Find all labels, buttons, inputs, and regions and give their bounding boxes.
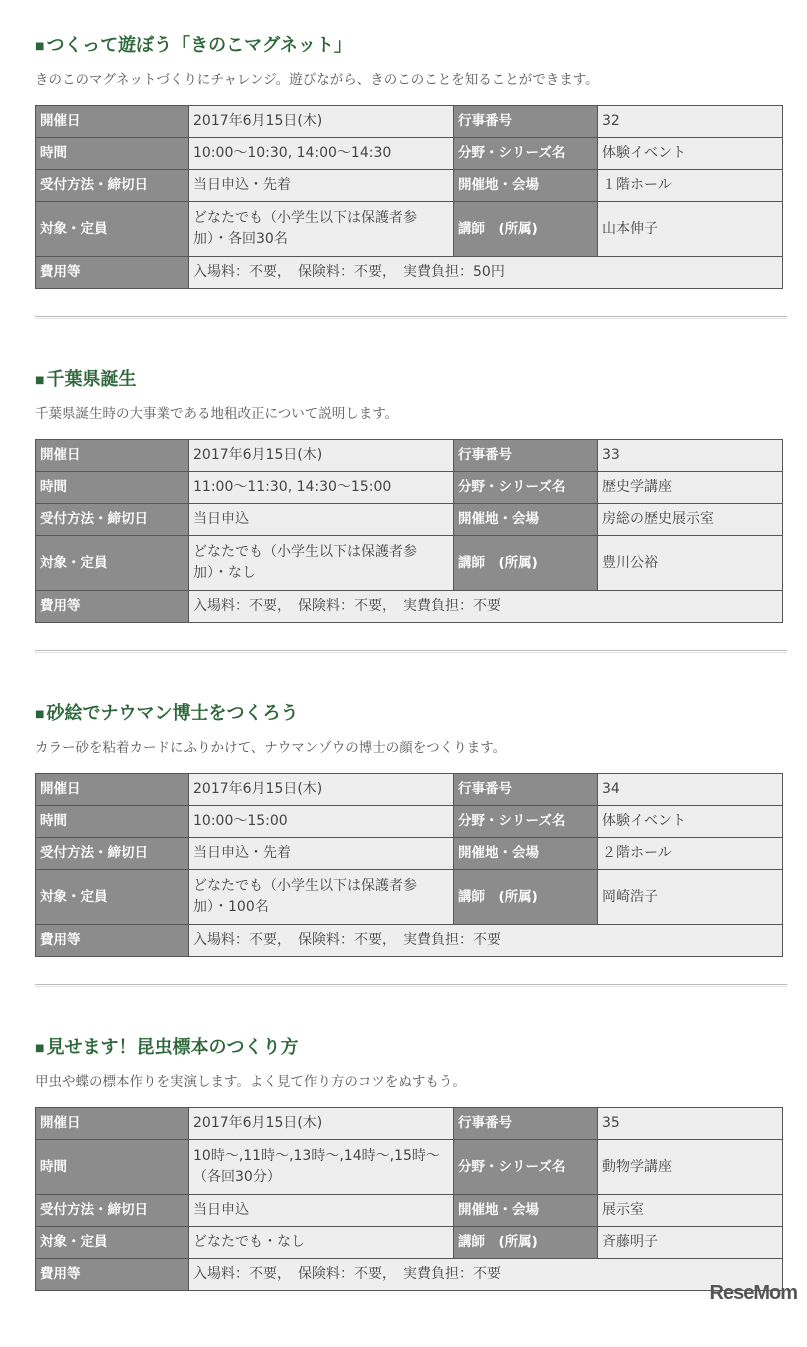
event-info-table <box>35 105 783 289</box>
event-description: カラー砂を粘着カードにふりかけて、ナウマンゾウの博士の顔をつくります。 <box>35 740 507 756</box>
event-title <box>35 31 352 57</box>
event-section <box>0 11 807 345</box>
event-title-text: 砂絵でナウマン博士をつくろう <box>46 703 299 724</box>
label-number: 行事番号 <box>454 440 598 472</box>
event-description: 千葉県誕生時の大事業である地租改正について説明します。 <box>35 406 399 422</box>
event-title-text: つくって遊ぼう「きのこマグネット」 <box>46 35 352 56</box>
value-lecturer: 岡崎浩子 <box>598 870 783 925</box>
value-number: 35 <box>598 1108 783 1140</box>
table-row <box>36 774 783 806</box>
label-time: 時間 <box>36 1140 189 1195</box>
value-lecturer: 豊川公裕 <box>598 536 783 591</box>
square-bullet-icon: ■ <box>35 1042 45 1054</box>
label-lecturer: 講師 (所属) <box>454 536 598 591</box>
square-bullet-icon: ■ <box>35 374 45 386</box>
label-number: 行事番号 <box>454 106 598 138</box>
table-row <box>36 440 783 472</box>
table-row <box>36 806 783 838</box>
section-divider <box>35 316 787 319</box>
label-target: 対象・定員 <box>36 870 189 925</box>
square-bullet-icon: ■ <box>35 40 45 52</box>
value-number: 32 <box>598 106 783 138</box>
label-date: 開催日 <box>36 106 189 138</box>
table-row <box>36 1195 783 1227</box>
label-date: 開催日 <box>36 1108 189 1140</box>
table-row <box>36 504 783 536</box>
label-lecturer: 講師 (所属) <box>454 870 598 925</box>
label-series: 分野・シリーズ名 <box>454 138 598 170</box>
label-lecturer: 講師 (所属) <box>454 1227 598 1259</box>
value-series: 体験イベント <box>598 806 783 838</box>
table-row <box>36 870 783 925</box>
label-time: 時間 <box>36 806 189 838</box>
table-row <box>36 1259 783 1291</box>
value-venue: 房総の歴史展示室 <box>598 504 783 536</box>
table-row <box>36 170 783 202</box>
label-series: 分野・シリーズ名 <box>454 806 598 838</box>
value-date: 2017年6月15日(木) <box>189 774 454 806</box>
label-cost: 費用等 <box>36 1259 189 1291</box>
value-series: 動物学講座 <box>598 1140 783 1195</box>
event-info-table <box>35 439 783 623</box>
label-number: 行事番号 <box>454 774 598 806</box>
label-cost: 費用等 <box>36 925 189 957</box>
label-venue: 開催地・会場 <box>454 504 598 536</box>
label-series: 分野・シリーズ名 <box>454 472 598 504</box>
value-cost: 入場料：不要， 保険料：不要， 実費負担：不要 <box>189 1259 783 1291</box>
table-row <box>36 925 783 957</box>
label-venue: 開催地・会場 <box>454 1195 598 1227</box>
value-date: 2017年6月15日(木) <box>189 440 454 472</box>
label-venue: 開催地・会場 <box>454 170 598 202</box>
value-reception: 当日申込・先着 <box>189 838 454 870</box>
table-row <box>36 838 783 870</box>
table-row <box>36 1227 783 1259</box>
value-time: 10:00～10:30, 14:00～14:30 <box>189 138 454 170</box>
value-reception: 当日申込 <box>189 1195 454 1227</box>
value-cost: 入場料：不要， 保険料：不要， 実費負担：不要 <box>189 925 783 957</box>
label-reception: 受付方法・締切日 <box>36 838 189 870</box>
table-row <box>36 536 783 591</box>
event-title-text: 見せます！昆虫標本のつくり方 <box>46 1037 299 1058</box>
label-date: 開催日 <box>36 440 189 472</box>
value-venue: ２階ホール <box>598 838 783 870</box>
value-reception: 当日申込・先着 <box>189 170 454 202</box>
value-target: どなたでも（小学生以下は保護者参加）・なし <box>189 536 454 591</box>
square-bullet-icon: ■ <box>35 708 45 720</box>
label-lecturer: 講師 (所属) <box>454 202 598 257</box>
value-time: 11:00～11:30, 14:30～15:00 <box>189 472 454 504</box>
table-row <box>36 1108 783 1140</box>
value-lecturer: 山本伸子 <box>598 202 783 257</box>
value-venue: １階ホール <box>598 170 783 202</box>
label-date: 開催日 <box>36 774 189 806</box>
label-time: 時間 <box>36 138 189 170</box>
event-info-table <box>35 773 783 957</box>
table-row <box>36 257 783 289</box>
value-lecturer: 斉藤明子 <box>598 1227 783 1259</box>
event-title-text: 千葉県誕生 <box>46 369 137 390</box>
table-row <box>36 138 783 170</box>
table-row <box>36 202 783 257</box>
event-title <box>35 699 298 725</box>
table-row <box>36 106 783 138</box>
event-section <box>0 345 807 679</box>
section-divider <box>35 984 787 987</box>
value-target: どなたでも（小学生以下は保護者参加）・各回30名 <box>189 202 454 257</box>
event-info-table <box>35 1107 783 1291</box>
label-cost: 費用等 <box>36 591 189 623</box>
table-row <box>36 472 783 504</box>
event-description: きのこのマグネットづくりにチャレンジ。遊びながら、きのこのことを知ることができます。 <box>35 72 599 88</box>
value-time: 10:00～15:00 <box>189 806 454 838</box>
label-reception: 受付方法・締切日 <box>36 1195 189 1227</box>
resemom-logo: ReseMom <box>709 1282 797 1304</box>
value-target: どなたでも（小学生以下は保護者参加）・100名 <box>189 870 454 925</box>
label-target: 対象・定員 <box>36 202 189 257</box>
value-date: 2017年6月15日(木) <box>189 1108 454 1140</box>
value-time: 10時～,11時～,13時～,14時～,15時～（各回30分） <box>189 1140 454 1195</box>
value-cost: 入場料：不要， 保険料：不要， 実費負担：50円 <box>189 257 783 289</box>
label-time: 時間 <box>36 472 189 504</box>
value-target: どなたでも・なし <box>189 1227 454 1259</box>
value-series: 歴史学講座 <box>598 472 783 504</box>
table-row <box>36 591 783 623</box>
event-title <box>35 1033 298 1059</box>
value-reception: 当日申込 <box>189 504 454 536</box>
label-cost: 費用等 <box>36 257 189 289</box>
label-series: 分野・シリーズ名 <box>454 1140 598 1195</box>
event-section <box>0 679 807 1013</box>
value-venue: 展示室 <box>598 1195 783 1227</box>
value-date: 2017年6月15日(木) <box>189 106 454 138</box>
section-divider <box>35 650 787 653</box>
event-title <box>35 365 136 391</box>
table-row <box>36 1140 783 1195</box>
event-section <box>0 1013 807 1347</box>
value-cost: 入場料：不要， 保険料：不要， 実費負担：不要 <box>189 591 783 623</box>
value-number: 34 <box>598 774 783 806</box>
label-number: 行事番号 <box>454 1108 598 1140</box>
label-venue: 開催地・会場 <box>454 838 598 870</box>
label-target: 対象・定員 <box>36 1227 189 1259</box>
event-description: 甲虫や蝶の標本作りを実演します。よく見て作り方のコツをぬすもう。 <box>35 1074 466 1090</box>
label-target: 対象・定員 <box>36 536 189 591</box>
label-reception: 受付方法・締切日 <box>36 504 189 536</box>
value-number: 33 <box>598 440 783 472</box>
value-series: 体験イベント <box>598 138 783 170</box>
label-reception: 受付方法・締切日 <box>36 170 189 202</box>
